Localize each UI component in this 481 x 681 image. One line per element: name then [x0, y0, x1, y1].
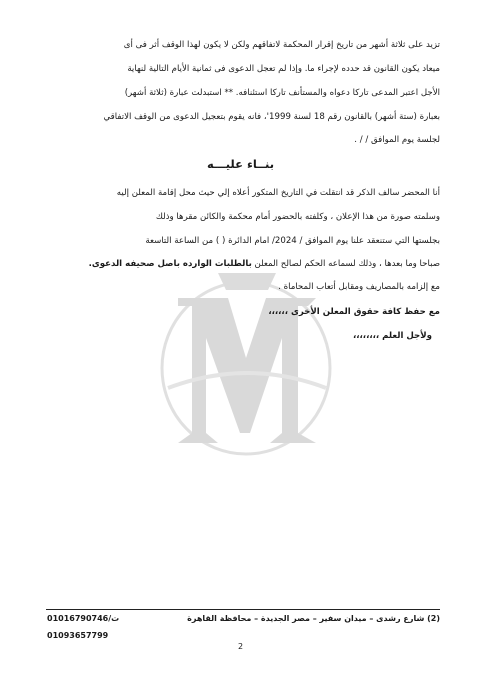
body-line-3: الأجل اعتبر المدعى تاركا دعواه والمستأنف تاركا استئنافه. ** استبدلت عبارة (ثلاثة أشهر) [124, 88, 440, 98]
footer-phone-1: ت/01016790746 [47, 614, 120, 623]
for-knowledge-line: ولأجل العلم ،،،،،،،، [353, 331, 432, 341]
page-number: 2 [237, 642, 244, 651]
service-line-5: مع إلزامه بالمصاريف ومقابل أتعاب المحاماة . [278, 282, 440, 292]
service-line-2: وسلمته صورة من هذا الإعلان ، وكلفته بالحضور أمام محكمة والكائن مقرها وذلك [155, 212, 440, 222]
body-line-2: ميعاد يكون القانون قد حدده لإجراء ما. وإذا لم تعجل الدعوى فى ثمانية الأيام التالية لنهاية [127, 64, 440, 74]
body-line-4: بعبارة (ستة أشهر) بالقانون رقم 18 لسنة 1999'، فانه يقوم بتعجيل الدعوى من الوقف الاتفاقي [103, 112, 440, 122]
service-line-4-text: صباحا وما بعدها ، وذلك لسماعه الحكم لصالح المعلن [251, 259, 440, 269]
body-line-5: لجلسة يوم الموافق / / . [354, 135, 440, 145]
footer-divider [46, 609, 440, 610]
footer-address: (2) شارع رشدى – ميدان سفير – مصر الجديدة – محافظة القاهرة [187, 614, 440, 623]
section-heading: بنــاء عليـــه [206, 157, 275, 171]
footer-phone-2: 01093657799 [47, 631, 109, 640]
body-line-1: تزيد على ثلاثة أشهر من تاريخ إقرار المحكمة لاتفاقهم ولكن لا يكون لهذا الوقف أثر فى أى [123, 40, 440, 50]
service-line-1: أنا المحضر سالف الذكر قد انتقلت في التاريخ المتكور أعلاه إلي حيث محل إقامة المعلن إليه [116, 188, 440, 198]
service-line-3: بجلستها التي ستنعقد علنا يوم الموافق / 2024/ امام الدائرة ( ) من الساعة التاسعة [145, 236, 440, 246]
reservation-line: مع حفظ كافة حقوق المعلن الأخرى ،،،،،، [268, 307, 440, 317]
service-line-4-bold: بالطلبات الوارده باصل صحيفه الدعوى. [88, 259, 252, 269]
service-line-4 [46, 258, 440, 270]
